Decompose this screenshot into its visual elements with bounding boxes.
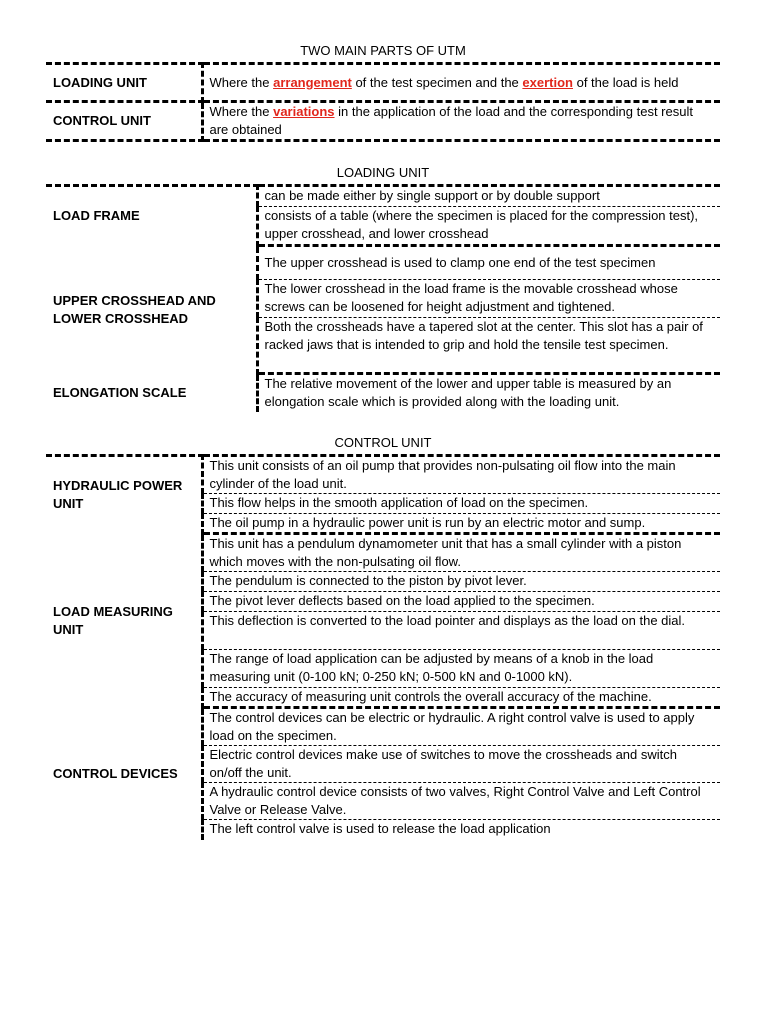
list-item: This unit consists of an oil pump that provides non-pulsating oil flow into the main cylinder of the load unit.: [202, 456, 720, 494]
row-description: Where the variations in the application of the load and the corresponding test result are obtained: [202, 102, 720, 141]
list-item: Electric control devices make use of switches to move the crossheads and switch on/off the unit.: [202, 746, 720, 783]
row-description: Where the arrangement of the test specimen and the exertion of the load is held: [202, 64, 720, 102]
table-row: [46, 246, 720, 280]
list-item: consists of a table (where the specimen is placed for the compression test), upper crosshead, and lower crosshead: [257, 207, 720, 246]
group-label: HYDRAULIC POWER UNIT: [46, 456, 202, 534]
list-item: The relative movement of the lower and upper table is measured by an elongation scale which is provided along with the loading unit.: [264, 376, 672, 409]
list-item: This unit has a pendulum dynamometer unit that has a small cylinder with a piston which moves with the non-pulsating oil flow.: [209, 536, 682, 569]
list-item: Both the crossheads have a tapered slot at the center. This slot has a pair of racked jaws that is intended to grip and hold the tensile test specimen.: [257, 318, 720, 374]
table-row: [46, 456, 720, 494]
list-item: The left control valve is used to release the load application: [202, 820, 720, 840]
highlight-term: variations: [273, 104, 335, 119]
table-row: [46, 186, 720, 207]
utm-section-title: TWO MAIN PARTS OF UTM: [300, 43, 466, 58]
list-item: The upper crosshead is used to clamp one end of the test specimen: [264, 255, 656, 270]
list-item: A hydraulic control device consists of two valves, Right Control Valve and Left Control Valve or Release Valve.: [202, 783, 720, 820]
list-item: can be made either by single support or by double support: [257, 186, 720, 207]
list-item: The range of load application can be adjusted by means of a knob in the load measuring unit (0-100 kN; 0-250 kN; 0-500 kN and 0-1000 kN).: [202, 650, 720, 688]
group-label: LOAD FRAME: [46, 186, 257, 246]
group-label: CONTROL DEVICES: [46, 708, 202, 840]
control-unit-section-title: CONTROL UNIT: [334, 435, 432, 450]
group-label: UPPER CROSSHEAD AND LOWER CROSSHEAD: [46, 246, 257, 374]
highlight-term: exertion: [522, 74, 573, 90]
list-item: The control devices can be electric or hydraulic. A right control valve is used to apply load on the specimen.: [209, 710, 695, 743]
table-row: [46, 708, 720, 746]
highlight-term: arrangement: [273, 74, 352, 90]
table-row: [46, 534, 720, 572]
row-label: CONTROL UNIT: [46, 102, 202, 141]
list-item: The accuracy of measuring unit controls the overall accuracy of the machine.: [202, 688, 720, 708]
list-item: The lower crosshead in the load frame is the movable crosshead whose screws can be loosened for height adjustment and tightened.: [257, 280, 720, 318]
group-label: LOAD MEASURING UNIT: [46, 534, 202, 708]
group-label: ELONGATION SCALE: [46, 374, 257, 412]
loading-unit-table: [46, 184, 720, 412]
table-row: [46, 102, 720, 141]
list-item: The oil pump in a hydraulic power unit is run by an electric motor and sump.: [202, 514, 720, 534]
table-row: [46, 374, 720, 412]
table-row: [46, 64, 720, 102]
control-unit-table: [46, 454, 720, 840]
utm-parts-table: [46, 62, 720, 142]
list-item: The pendulum is connected to the piston by pivot lever.: [202, 572, 720, 592]
list-item: This deflection is converted to the load pointer and displays as the load on the dial.: [202, 612, 720, 650]
row-label: LOADING UNIT: [46, 64, 202, 102]
list-item: This flow helps in the smooth application of load on the specimen.: [202, 494, 720, 514]
loading-unit-section-title: LOADING UNIT: [336, 165, 430, 180]
list-item: The pivot lever deflects based on the load applied to the specimen.: [202, 592, 720, 612]
